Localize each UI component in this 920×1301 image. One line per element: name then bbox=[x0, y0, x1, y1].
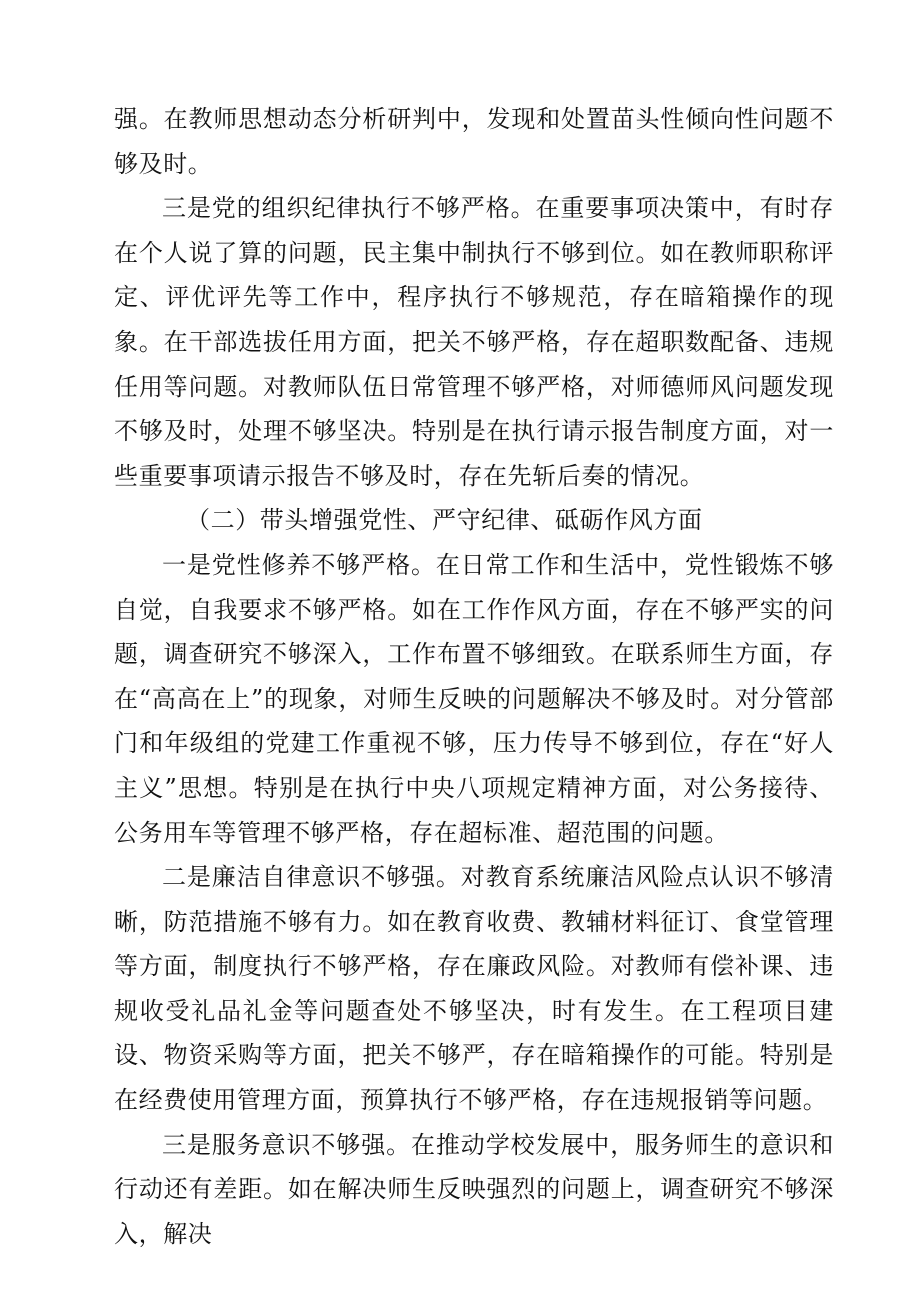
section-heading: （二）带头增强党性、严守纪律、砥砺作风方面 bbox=[186, 506, 703, 535]
paragraph-organizational-discipline: 三是党的组织纪律执行不够严格。在重要事项决策中，有时存在个人说了算的问题，民主集中制执行不够到位。如在教师职称评定、评优评先等工作中，程序执行不够规范，存在暗箱操作的现象。在干部选拔任用方面，把关不够严格，存在超职数配备、违规任用等问题。对教师队伍日常管理不够严格，对师德师风问题发现不够及时，处理不够坚决。特别是在执行请示报告制度方面，对一些重要事项请示报告不够及时，存在先斩后奏的情况。 bbox=[114, 194, 834, 490]
document-body bbox=[114, 97, 834, 1256]
paragraph-service-awareness: 三是服务意识不够强。在推动学校发展中，服务师生的意识和行动还有差距。如在解决师生反映强烈的问题上，调查研究不够深入，解决 bbox=[114, 1130, 834, 1248]
paragraph-continuation: 强。在教师思想动态分析研判中，发现和处置苗头性倾向性问题不够及时。 bbox=[114, 105, 834, 178]
paragraph-integrity: 二是廉洁自律意识不够强。对教育系统廉洁风险点认识不够清晰，防范措施不够有力。如在教育收费、教辅材料征订、食堂管理等方面，制度执行不够严格，存在廉政风险。对教师有偿补课、违规收受礼品礼金等问题查处不够坚决，时有发生。在工程项目建设、物资采购等方面，把关不够严，存在暗箱操作的可能。特别是在经费使用管理方面，预算执行不够严格，存在违规报销等问题。 bbox=[114, 863, 834, 1115]
paragraph-party-spirit: 一是党性修养不够严格。在日常工作和生活中，党性锻炼不够自觉，自我要求不够严格。如在工作作风方面，存在不够严实的问题，调查研究不够深入，工作布置不够细致。在联系师生方面，存在“高高在上”的现象，对师生反映的问题解决不够及时。对分管部门和年级组的党建工作重视不够，压力传导不够到位，存在“好人主义”思想。特别是在执行中央八项规定精神方面，对公务接待、公务用车等管理不够严格，存在超标准、超范围的问题。 bbox=[114, 550, 834, 847]
